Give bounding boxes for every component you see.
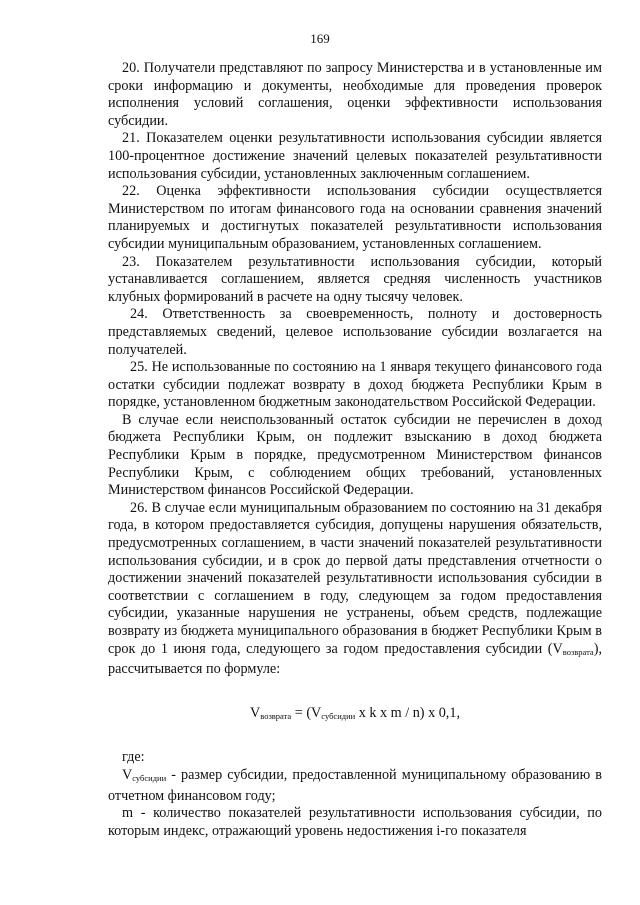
paragraph-22: 22. Оценка эффективности использования субсидии осуществляется Министерством по итогам финансового года на основании сравнения значений планируемых и достигнутых показателей результативности использования субсидии муниципальным образованием, установленных соглашением. <box>108 183 602 252</box>
paragraph-26-tail: ), рассчитывается по формуле: <box>108 640 602 678</box>
paragraph-25: 25. Не использованные по состоянию на 1 января текущего финансового года остатки субсидии подлежат возврату в доход бюджета Республики Крым в порядке, установленном бюджетным законодательством Российской Федерации. <box>108 359 602 411</box>
formula-mid: = (V <box>291 704 322 721</box>
paragraph-23: 23. Показателем результативности использования субсидии, который устанавливается соглашением, является средняя численность участников клубных формирований в расчете на одну тысячу человек. <box>108 253 602 305</box>
where-label: где: <box>122 749 145 766</box>
subscript-vozvrata: возврата <box>562 646 594 657</box>
paragraph-26-text: 26. В случае если муниципальным образованием по состоянию на 31 декабря года, в котором предоставляется субсидия, допущены нарушения обязательств, предусмотренных соглашением, в части значений показателей результативности использования субсидии, и в срок до первой даты представления отчетности о достижении значений показателей результативности использования субсидии в соответствии с соглашением в году, следующем за годом предоставления субсидии, указанные нарушения не устранены, объем средств, подлежащие возврату из бюджета муниципального образования в бюджет Республики Крым в срок до 1 июня года, следующего за годом предоставления субсидии (V <box>108 499 602 657</box>
formula-rest: x k x m / n) x 0,1, <box>355 704 460 721</box>
formula-sub-subsidii: субсидии <box>321 710 356 721</box>
definition-m: m - количество показателей результативности использования субсидии, по которым индекс, отражающий уровень недостижения i-го показателя <box>108 805 602 839</box>
paragraph-26 <box>108 500 602 679</box>
def-v-text: - размер субсидии, предоставленной муниципальному образованию в отчетном финансовом году; <box>108 766 602 804</box>
def-sub-subsidii: субсидии <box>132 772 167 783</box>
def-v: V <box>122 766 133 783</box>
page-number: 169 <box>310 31 330 46</box>
paragraph-21: 21. Показателем оценки результативности использования субсидии является 100-процентное достижение значений целевых показателей результативности использования субсидии, установленных заключенным соглашением. <box>108 130 602 182</box>
paragraph-24: 24. Ответственность за своевременность, полноту и достоверность представляемых сведений, целевое использование субсидии возлагается на получателей. <box>108 306 602 358</box>
formula <box>108 705 602 726</box>
paragraph-25-continuation: В случае если неиспользованный остаток субсидии не перечислен в доход бюджета Республики Крым, он подлежит взысканию в доход бюджета Республики Крым в порядке, предусмотренном Министерством финансов Республики Крым, с соблюдением общих требований, установленных Министерством финансов Российской Федерации. <box>108 411 602 499</box>
paragraph-20: 20. Получатели представляют по запросу Министерства и в установленные им сроки информацию и документы, необходимые для проведения проверок исполнения условий соглашения, оценки эффективности использования субсидии. <box>108 60 602 129</box>
formula-v: V <box>249 704 261 721</box>
definition-v-subsidii <box>108 767 602 805</box>
formula-sub-vozvrata: возврата <box>260 710 292 721</box>
document-body <box>108 60 602 840</box>
